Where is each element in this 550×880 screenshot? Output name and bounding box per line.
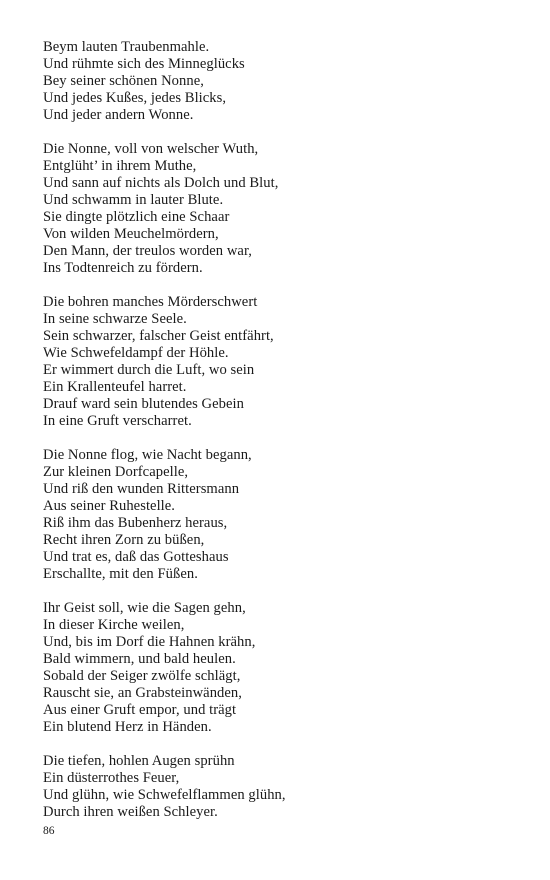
poem-line: Riß ihm das Bubenherz heraus, — [43, 515, 228, 531]
poem-line: Bald wimmern, und bald heulen. — [43, 651, 236, 668]
poem-line: Und sann auf nichts als Dolch und Blut, — [43, 175, 279, 192]
poem-line: Sie dingte plötzlich eine Schaar — [43, 208, 230, 225]
poem-line: Drauf ward sein blutendes Gebein — [43, 395, 244, 412]
poem-line: Und, bis im Dorf die Hahnen krähn, — [43, 634, 256, 651]
poem-line: Aus seiner Ruhestelle. — [43, 498, 176, 515]
poem-body — [43, 39, 523, 838]
poem-line: Und schwamm in lauter Blute. — [43, 192, 224, 209]
poem-line: Und riß den wunden Rittersmann — [43, 481, 240, 498]
poem-line: Rauscht sie, an Grabsteinwänden, — [43, 684, 242, 701]
poem-line: Und glühn, wie Schwefelflammen glühn, — [43, 787, 286, 804]
poem-line: In dieser Kirche weilen, — [43, 617, 185, 634]
poem-line: Von wilden Meuchelmördern, — [43, 225, 219, 242]
stanza-3 — [43, 294, 523, 430]
poem-line: Und trat es, daß das Gotteshaus — [43, 548, 229, 565]
poem-line: Ins Todtenreich zu fördern. — [43, 259, 203, 276]
poem-line: Und rühmte sich des Minneglücks — [43, 55, 245, 72]
poem-line: Entglüht’ in ihrem Muthe, — [43, 158, 197, 175]
poem-line: Sein schwarzer, falscher Geist entfährt, — [43, 328, 274, 345]
poem-line: In eine Gruft verscharret. — [43, 412, 192, 429]
poem-line: Und jeder andern Wonne. — [43, 106, 194, 123]
poem-line: Die bohren manches Mörderschwert — [43, 294, 258, 311]
poem-line: Erschallte, mit den Füßen. — [43, 565, 198, 582]
poem-line: Die Nonne, voll von welscher Wuth, — [43, 141, 259, 158]
poem-line: Wie Schwefeldampf der Höhle. — [43, 345, 229, 362]
stanza-6 — [43, 753, 523, 821]
poem-line: Aus einer Gruft empor, und trägt — [43, 701, 237, 718]
stanza-2 — [43, 141, 523, 277]
poem-line: In seine schwarze Seele. — [43, 311, 187, 328]
poem-line: Ein blutend Herz in Händen. — [43, 718, 212, 735]
poem-line: Zur kleinen Dorfcapelle, — [43, 464, 189, 481]
poem-line: Die tiefen, hohlen Augen sprühn — [43, 753, 235, 770]
page-number: 86 — [43, 825, 55, 837]
poem-line: Bey seiner schönen Nonne, — [43, 72, 204, 89]
poem-line: Er wimmert durch die Luft, wo sein — [43, 361, 255, 378]
poem-line: Ein Krallenteufel harret. — [43, 378, 187, 395]
poem-line: Ihr Geist soll, wie die Sagen gehn, — [43, 600, 246, 617]
poem-line: Beym lauten Traubenmahle. — [43, 39, 210, 55]
poem-line: Und jedes Kußes, jedes Blicks, — [43, 89, 227, 106]
poem-line: Den Mann, der treulos worden war, — [43, 242, 252, 259]
poem-line: Ein düsterrothes Feuer, — [43, 770, 180, 787]
stanza-4 — [43, 447, 523, 583]
stanza-5 — [43, 600, 523, 736]
poem-line: Recht ihren Zorn zu büßen, — [43, 531, 205, 548]
poem-line: Die Nonne flog, wie Nacht begann, — [43, 447, 252, 464]
stanza-1 — [43, 39, 523, 124]
poem-line: Sobald der Seiger zwölfe schlägt, — [43, 668, 241, 685]
poem-line: Durch ihren weißen Schleyer. — [43, 804, 218, 821]
